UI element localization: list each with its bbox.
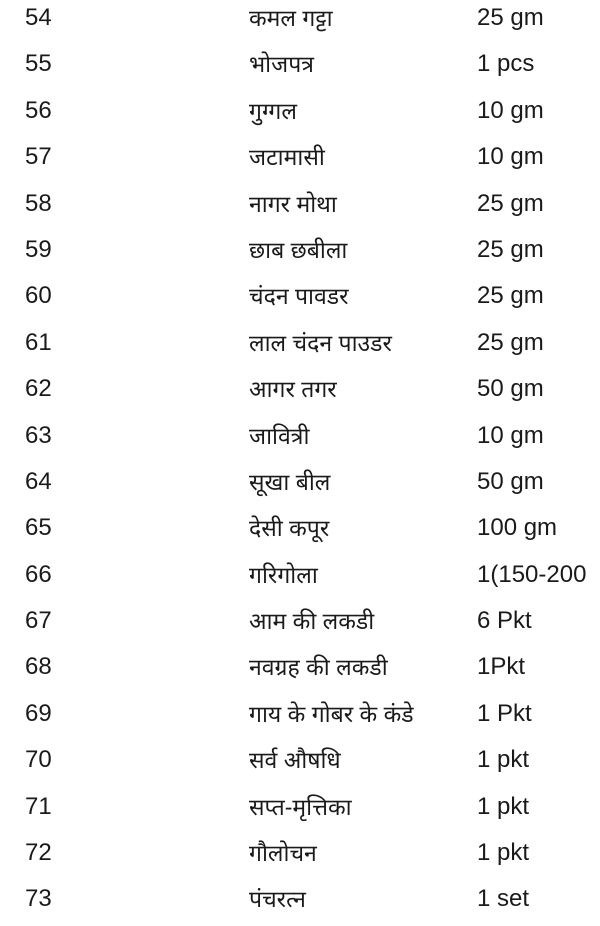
- item-name: जटामासी: [249, 144, 325, 171]
- list-item: [0, 366, 600, 412]
- item-name: सूखा बील: [249, 468, 331, 495]
- list-item: [0, 691, 600, 737]
- item-number: 68: [25, 653, 52, 681]
- item-name: जावित्री: [249, 422, 310, 449]
- item-quantity: 6 Pkt: [477, 607, 532, 635]
- item-quantity: 25 gm: [477, 328, 544, 356]
- item-quantity: 25 gm: [477, 282, 544, 310]
- item-quantity: 10 gm: [477, 96, 544, 124]
- list-item: [0, 41, 600, 87]
- item-name: नागर मोथा: [249, 190, 337, 217]
- list-item: [0, 459, 600, 505]
- list-item: [0, 181, 600, 227]
- item-name: गरिगोला: [249, 561, 318, 588]
- item-quantity: 10 gm: [477, 421, 544, 449]
- item-number: 61: [25, 328, 52, 356]
- item-name: कमल गट्टा: [249, 5, 333, 31]
- item-number: 54: [25, 4, 52, 31]
- item-number: 73: [25, 885, 52, 913]
- list-item: [0, 830, 600, 876]
- item-number: 64: [25, 467, 52, 495]
- item-number: 62: [25, 375, 52, 403]
- item-quantity: 1 pkt: [477, 746, 530, 774]
- item-name: गौलोचन: [249, 840, 317, 867]
- item-quantity: 25 gm: [477, 235, 544, 263]
- item-number: 67: [25, 607, 52, 635]
- list-item: [0, 552, 600, 598]
- item-quantity: 25 gm: [477, 189, 544, 217]
- item-name: चंदन पावडर: [249, 283, 349, 310]
- item-name: सर्व औषधि: [249, 747, 341, 774]
- item-number: 56: [25, 96, 52, 124]
- item-quantity: 1 pcs: [477, 50, 535, 78]
- item-number: 72: [25, 839, 52, 867]
- item-number: 55: [25, 50, 52, 78]
- list-item: [0, 134, 600, 180]
- item-number: 59: [25, 235, 52, 263]
- item-quantity: 1 pkt: [477, 792, 530, 820]
- item-quantity: 50 gm: [477, 375, 544, 403]
- item-name: छाब छबीला: [249, 236, 348, 263]
- item-name: पंचरत्न: [249, 886, 306, 913]
- item-name: भोजपत्र: [249, 51, 314, 78]
- list-item: [0, 598, 600, 644]
- item-number: 71: [25, 792, 52, 820]
- list-item: [0, 784, 600, 830]
- list-item: [0, 505, 600, 551]
- list-item: [0, 737, 600, 783]
- list-item: [0, 644, 600, 690]
- item-quantity: 1Pkt: [477, 653, 526, 681]
- item-number: 63: [25, 421, 52, 449]
- item-number: 66: [25, 560, 52, 588]
- item-number: 60: [25, 282, 52, 310]
- list-item: [0, 320, 600, 366]
- item-name: आगर तगर: [249, 376, 337, 403]
- item-quantity: 1 pkt: [477, 839, 530, 867]
- list-item: [0, 273, 600, 319]
- item-name: आम की लकडी: [249, 608, 375, 635]
- list-item: [0, 0, 600, 41]
- list-item: [0, 876, 600, 922]
- item-quantity: 100 gm: [477, 514, 558, 542]
- item-quantity: 25 gm: [477, 4, 544, 31]
- item-number: 57: [25, 143, 52, 171]
- item-number: 70: [25, 746, 52, 774]
- item-name: गुग्गल: [249, 97, 297, 124]
- item-name: गाय के गोबर के कंडे: [249, 700, 414, 727]
- list-item: [0, 88, 600, 134]
- list-item: [0, 413, 600, 459]
- item-number: 65: [25, 514, 52, 542]
- item-quantity: 10 gm: [477, 143, 544, 171]
- item-name: लाल चंदन पाउडर: [249, 329, 392, 356]
- item-name: देसी कपूर: [249, 515, 330, 542]
- item-quantity: 50 gm: [477, 467, 544, 495]
- item-quantity: 1 Pkt: [477, 699, 532, 727]
- item-number: 58: [25, 189, 52, 217]
- item-quantity: 1 set: [477, 885, 530, 913]
- item-name: सप्त-मृत्तिका: [249, 793, 352, 820]
- item-name: नवग्रह की लकडी: [249, 654, 388, 681]
- item-quantity: 1(150-200: [477, 560, 587, 588]
- list-item: [0, 227, 600, 273]
- item-number: 69: [25, 699, 52, 727]
